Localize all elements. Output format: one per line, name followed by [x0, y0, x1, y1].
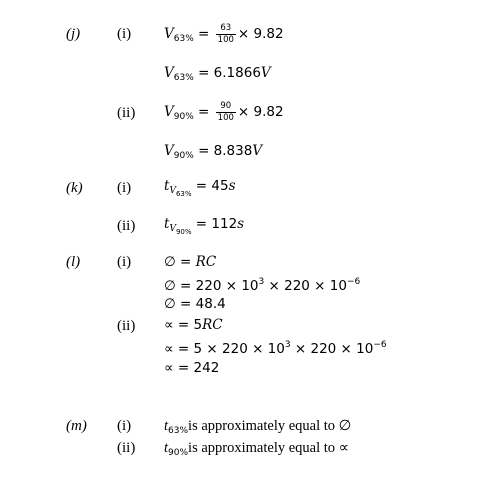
equation-v90-result: $V_{90\%} = 8.838V$: [164, 143, 263, 161]
subpart-label-ii: (ii): [117, 318, 136, 334]
equation-alpha-values: ∝ = $5 \times 220 \times 10^3 \times 220 \times 10^{-6}$: [164, 340, 387, 357]
statement-t63: $t_{63\%}is$ approximately equal to ∅: [164, 418, 352, 436]
equation-phi-values: ∅ = $220 \times 10^3 \times 220 \times 10^{-6}$: [164, 277, 361, 294]
equation-v63-result: $V_{63\%} = 6.1866V$: [164, 65, 271, 83]
subpart-label-ii: (ii): [117, 218, 136, 234]
equation-phi-rc: ∅ = RC: [164, 254, 217, 270]
equation-phi-result: ∅ = 48.4: [164, 296, 226, 312]
equation-v63-fraction: $V_{63\%}$ = $\frac{63}{100}$ × 9.82: [164, 23, 284, 45]
equation-alpha-rc: ∝ = 5RC: [164, 317, 223, 333]
part-label-m: (m): [66, 418, 87, 434]
equation-alpha-result: ∝ = 242: [164, 360, 220, 376]
subpart-label-i: (i): [117, 254, 132, 270]
subpart-label-i: (i): [117, 26, 132, 42]
subpart-label-ii: (ii): [117, 440, 136, 456]
subpart-label-i: (i): [117, 418, 132, 434]
subpart-label-ii: (ii): [117, 105, 136, 121]
part-label-j: (j): [66, 26, 81, 42]
equation-v90-fraction: $V_{90\%}$ = $\frac{90}{100}$ × 9.82: [164, 101, 284, 123]
part-label-l: (l): [66, 254, 81, 270]
statement-t90: $t_{90\%}is$ approximately equal to ∝: [164, 440, 350, 458]
equation-t-v63: $t_{V_{63\%}} = 45s$: [164, 178, 236, 198]
equation-t-v90: $t_{V_{90\%}} = 112s$: [164, 216, 245, 236]
part-label-k: (k): [66, 180, 83, 196]
subpart-label-i: (i): [117, 180, 132, 196]
